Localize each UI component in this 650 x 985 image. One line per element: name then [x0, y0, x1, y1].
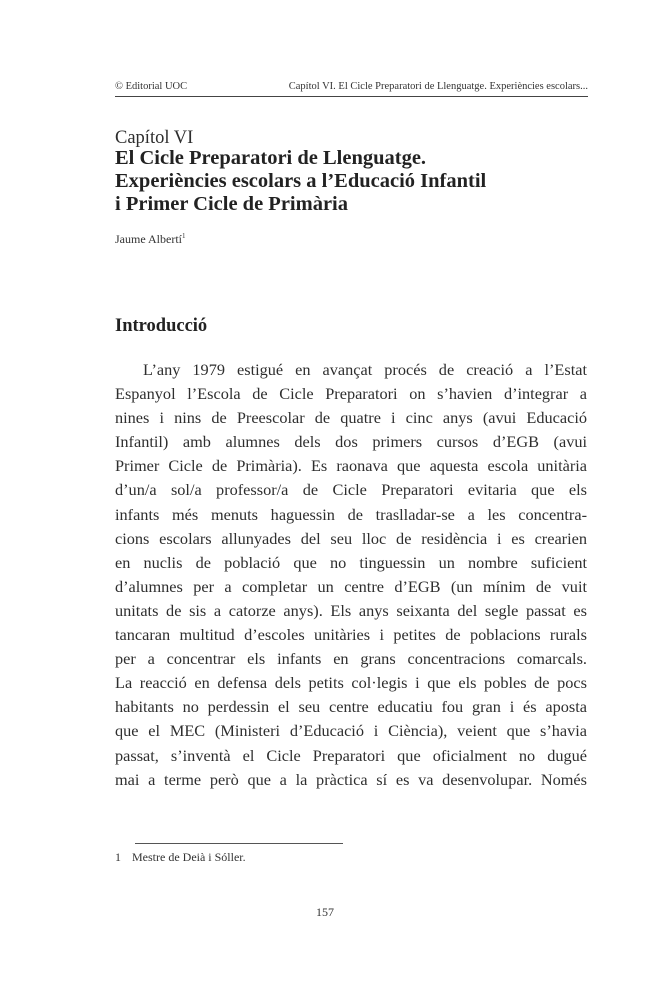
text-line: Primer Cicle de Primària). Es raonava que aquesta escola unitària	[115, 456, 587, 476]
text-line: unitats de sis a catorze anys). Els anys seixanta del segle passat es	[115, 600, 587, 620]
text-line: cions escolars allunyades del seu lloc de residència i es crearien	[115, 528, 587, 548]
text-line: Espanyol l’Escola de Cicle Preparatori on s’havien d’integrar a	[115, 384, 587, 404]
footnote-number: 1	[115, 850, 121, 864]
text-line: tancaran multitud d’escoles unitàries i petites de poblacions rurals	[115, 625, 587, 645]
text-line: infants més menuts haguessin de traslladar-se a les concentra-	[115, 504, 587, 524]
text-line: d’un/a sol/a professor/a de Cicle Preparatori evitaria que els	[115, 480, 587, 500]
section-heading: Introducció	[115, 316, 208, 336]
chapter-label: Capítol VI	[115, 128, 194, 148]
footnote	[115, 850, 246, 864]
text-line: habitants no perdessin el seu centre educatiu fou gran i és aposta	[115, 697, 587, 717]
chapter-title	[115, 147, 595, 216]
text-line: que el MEC (Ministeri d’Educació i Ciència), veient que s’havia	[115, 721, 587, 741]
footnote-marker: 1	[181, 232, 186, 240]
footnote-divider	[135, 843, 343, 844]
text-line: L’any 1979 estigué en avançat procés de creació a l’Estat	[143, 360, 587, 379]
chapter-title-line: i Primer Cicle de Primària	[115, 193, 348, 215]
header-divider	[115, 96, 588, 97]
text-line: nines i nins de Preescolar de quatre i cinc anys (avui Educació	[115, 408, 587, 428]
footnote-text: Mestre de Deià i Sóller.	[132, 850, 246, 864]
text-line: d’alumnes per a completar un centre d’EGB (un mínim de vuit	[115, 576, 587, 596]
text-line: La reacció en defensa dels petits col·legis i que els pobles de pocs	[115, 673, 587, 693]
chapter-title-line: El Cicle Preparatori de Llenguatge.	[115, 147, 427, 169]
publisher-credit: © Editorial UOC	[115, 81, 188, 92]
chapter-title-line: Experiències escolars a l’Educació Infantil	[115, 170, 487, 192]
running-title: Capítol VI. El Cicle Preparatori de Llenguatge. Experiències escolars...	[288, 81, 588, 92]
author-name: Jaume Albertí	[115, 232, 182, 246]
author-byline	[115, 229, 185, 246]
text-line: Infantil) amb alumnes dels dos primers cursos d’EGB (avui	[115, 432, 587, 452]
text-line: per a concentrar els infants en grans concentracions comarcals.	[115, 649, 587, 669]
body-paragraph	[115, 358, 587, 792]
page-number: 157	[316, 905, 334, 919]
text-line: en nuclis de població que no tinguessin un nombre suficient	[115, 552, 587, 572]
text-line: mai a terme però que a la pràctica sí es va desenvolupar. Només	[115, 769, 587, 789]
text-line: passat, s’inventà el Cicle Preparatori que oficialment no dugué	[115, 745, 587, 765]
